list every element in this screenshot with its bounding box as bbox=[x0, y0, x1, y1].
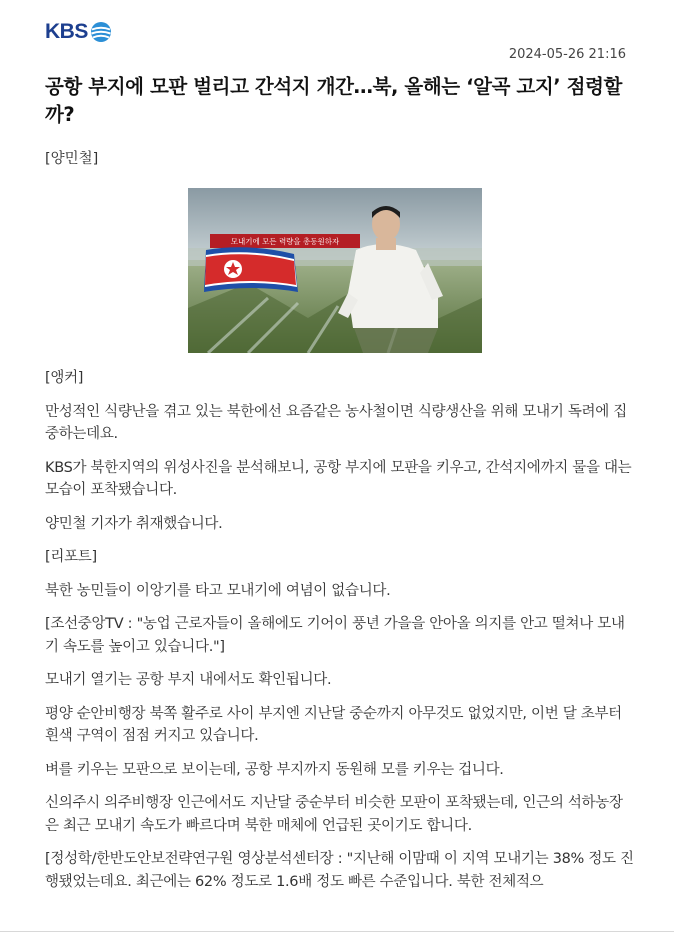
article-photo-illustration bbox=[188, 188, 482, 353]
article-paragraph: 양민철 기자가 취재했습니다. bbox=[45, 515, 223, 532]
kbs-globe-icon bbox=[90, 21, 112, 43]
article-photo bbox=[188, 188, 482, 353]
article-paragraph: 모내기 열기는 공항 부지 내에서도 확인됩니다. bbox=[45, 672, 332, 688]
logo-text: KBS bbox=[45, 20, 88, 43]
article-paragraph: 평양 순안비행장 북쪽 활주로 사이 부지엔 지난달 중순까지 아무것도 없었지만, 이번 달 초부터 흰색 구역이 점점 커지고 있습니다. bbox=[45, 705, 622, 744]
article-byline: [양민철] bbox=[45, 151, 99, 167]
bottom-divider bbox=[0, 931, 674, 932]
article-body bbox=[45, 367, 635, 904]
article-paragraph: KBS가 북한지역의 위성사진을 분석해보니, 공항 부지에 모판을 키우고, 간석지에까지 물을 대는 모습이 포착됐습니다. bbox=[45, 459, 632, 498]
article-paragraph: [앵커] bbox=[45, 370, 84, 386]
photo-banner-text: 모내기에 모든 력량을 총동원하자 bbox=[230, 237, 340, 246]
article-timestamp: 2024-05-26 21:16 bbox=[508, 47, 626, 62]
north-korea-flag-icon bbox=[204, 247, 298, 292]
article-paragraph: 벼를 키우는 모판으로 보이는데, 공항 부지까지 동원해 모를 키우는 겁니다. bbox=[45, 761, 504, 778]
article-paragraph: 북한 농민들이 이앙기를 타고 모내기에 여념이 없습니다. bbox=[45, 582, 391, 599]
article-paragraph: [리포트] bbox=[45, 549, 97, 565]
article-paragraph: 만성적인 식량난을 겪고 있는 북한에선 요즘같은 농사철이면 식량생산을 위해 모내기 독려에 집중하는데요. bbox=[45, 403, 627, 442]
kbs-logo[interactable] bbox=[45, 19, 112, 45]
article-paragraph: [정성학/한반도안보전략연구원 영상분석센터장 : "지난해 이맘때 이 지역 모내기는 38% 정도 진행됐었는데요. 최근에는 62% 정도로 1.6배 정도 빠른 수준입니다. 북한 전체적으 bbox=[45, 851, 634, 890]
article-paragraph: 신의주시 의주비행장 인근에서도 지난달 중순부터 비슷한 모판이 포착됐는데, 인근의 석하농장은 최근 모내기 속도가 빠르다며 북한 매체에 언급된 곳이기도 합니다. bbox=[45, 795, 623, 834]
article-paragraph: [조선중앙TV : "농업 근로자들이 올해에도 기어이 풍년 가을을 안아올 의지를 안고 떨쳐나 모내기 속도를 높이고 있습니다."] bbox=[45, 616, 625, 655]
article-headline: 공항 부지에 모판 벌리고 간석지 개간…북, 올해는 ‘알곡 고지’ 점령할까? bbox=[45, 75, 622, 126]
